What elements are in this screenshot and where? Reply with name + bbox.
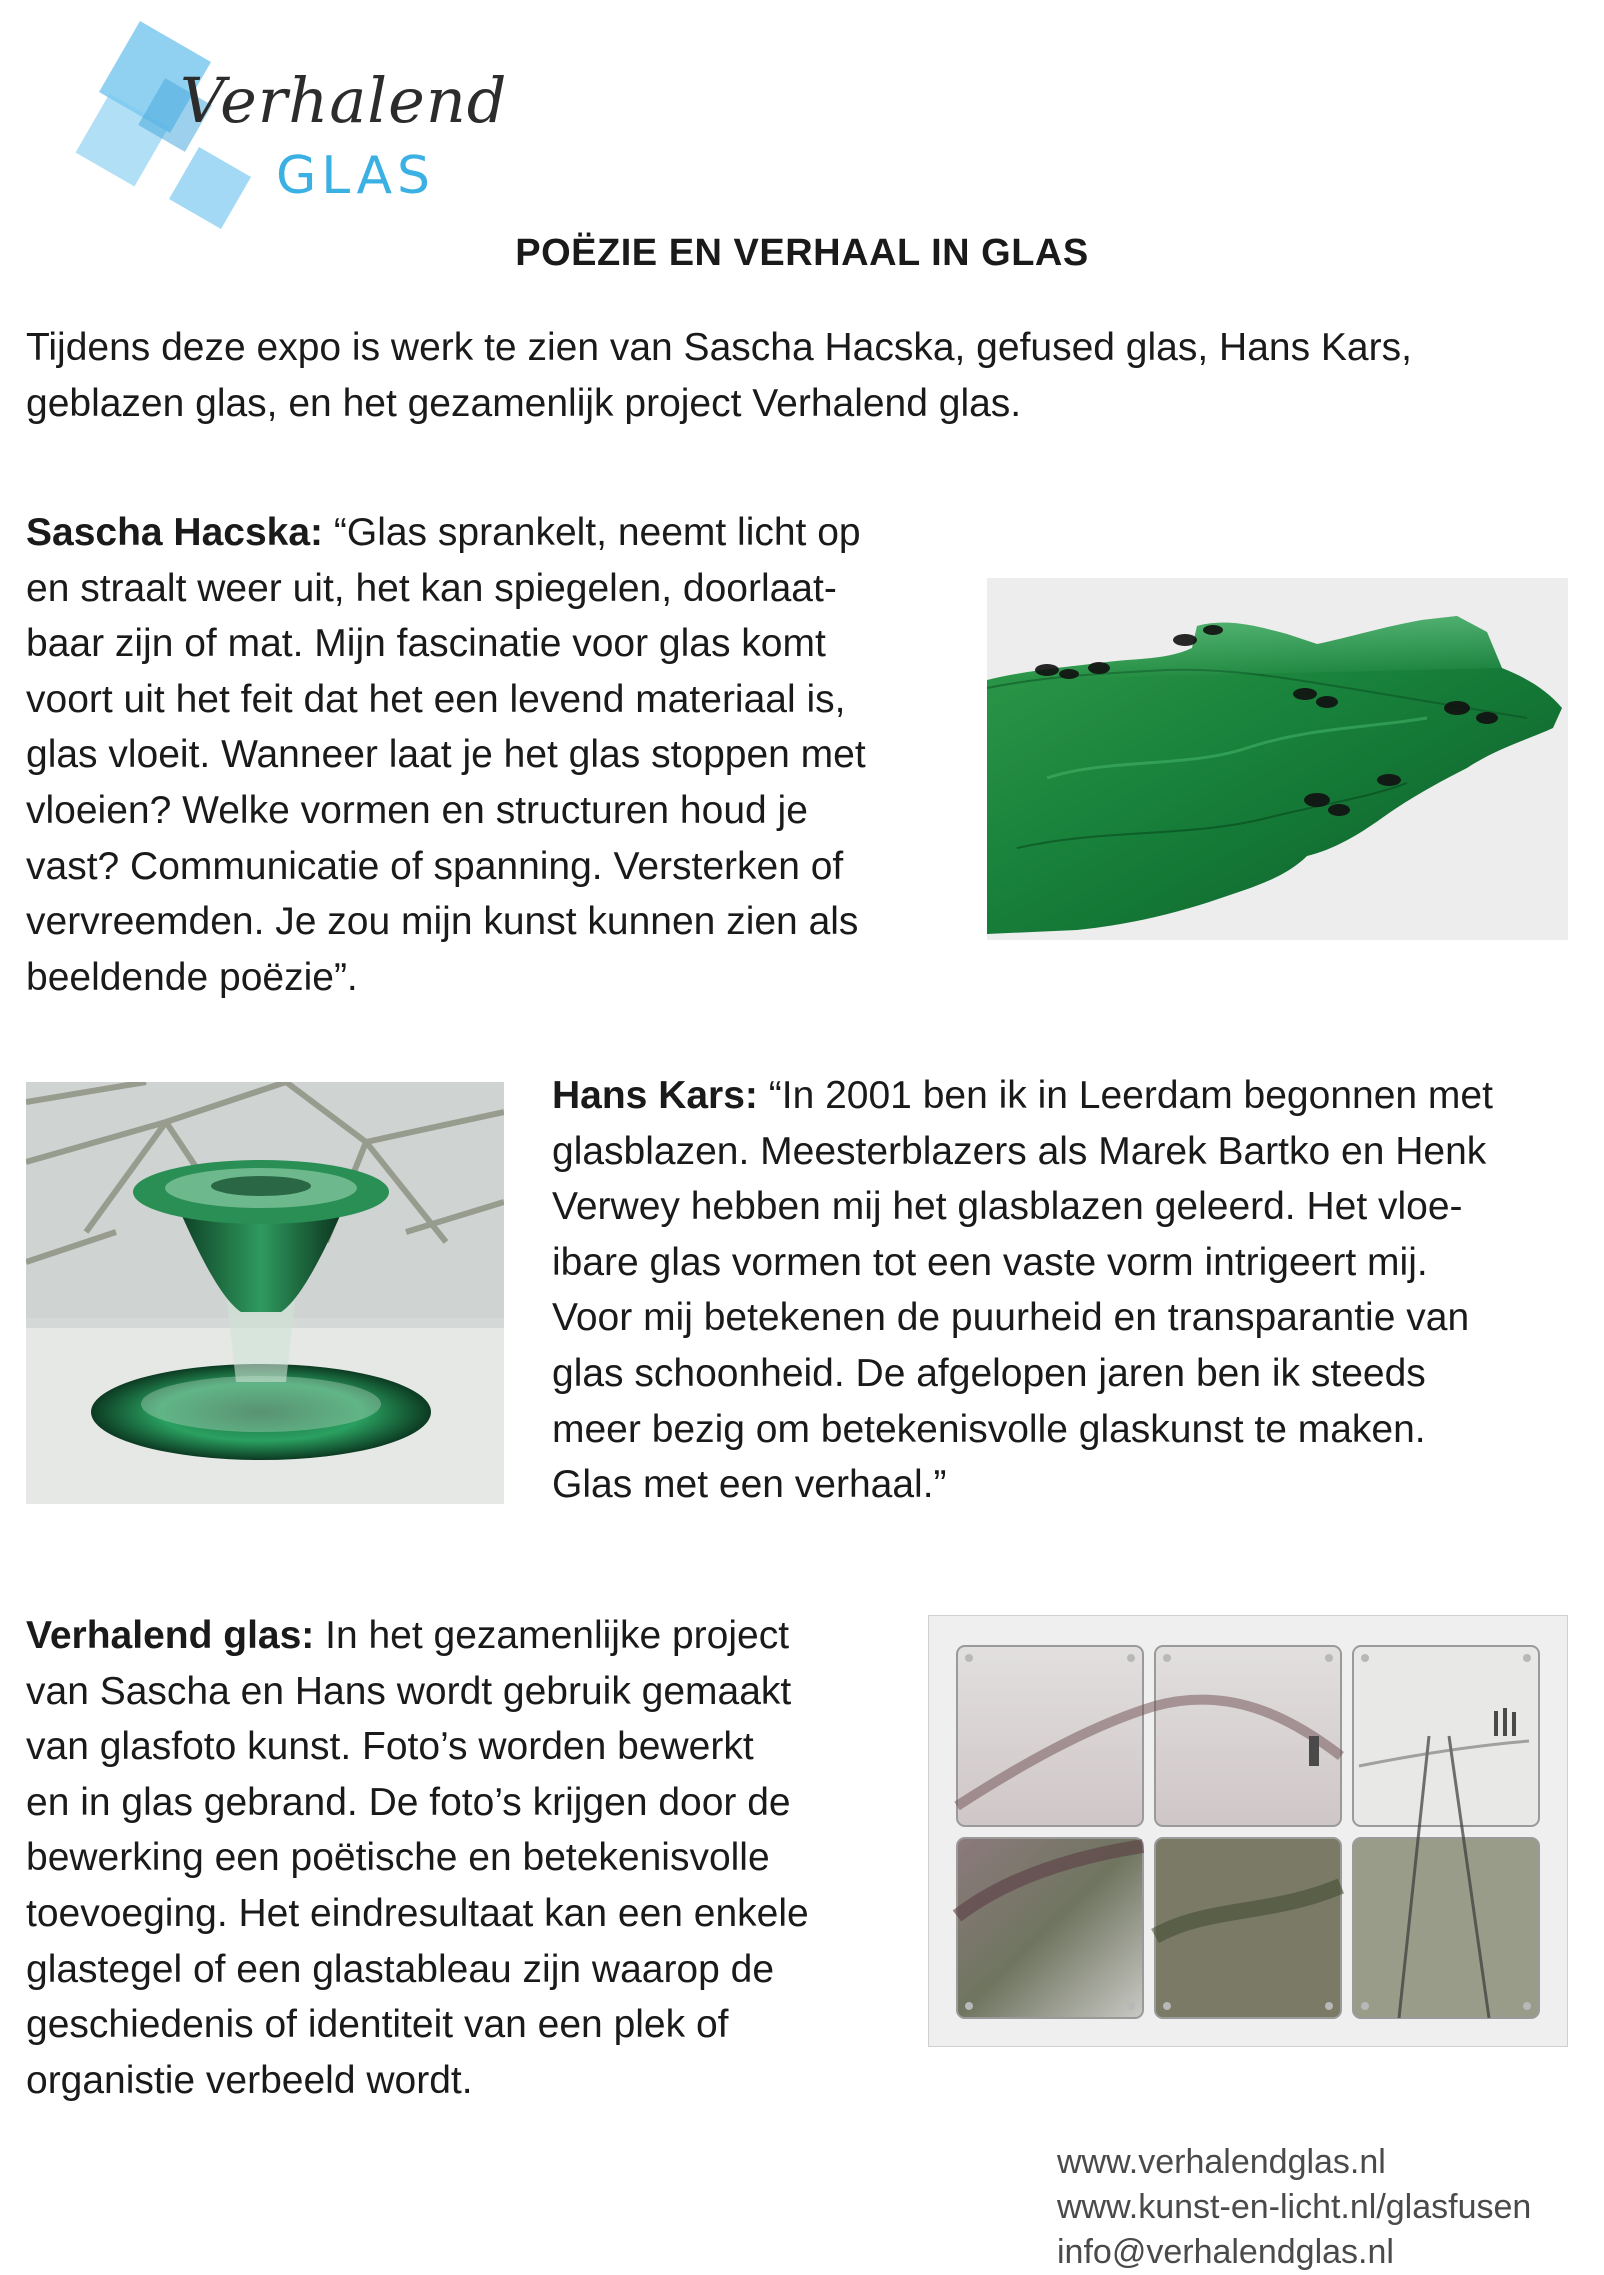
sascha-line: voort uit het feit dat het een levend materiaal is,: [26, 677, 846, 721]
website2-link[interactable]: www.kunst-en-licht.nl/glasfusen: [1057, 2188, 1532, 2226]
verhalend-paragraph: [26, 1608, 906, 2108]
sascha-paragraph: [26, 505, 966, 1005]
glass-vase-photo: [26, 1082, 504, 1504]
hans-line: Glas met een verhaal.”: [552, 1463, 947, 1507]
logo-script-text: Verhalend: [180, 64, 508, 137]
verhalend-line: organistie verbeeld wordt.: [26, 2058, 473, 2102]
sascha-line: glas vloeit. Wanneer laat je het glas stoppen met: [26, 733, 866, 777]
verhalend-line: van Sascha en Hans wordt gebruik gemaakt: [26, 1669, 792, 1713]
hans-line: Voor mij betekenen de puurheid en transparantie van: [552, 1296, 1470, 1340]
verhalend-line: In het gezamenlijke project: [314, 1614, 790, 1657]
logo-square-bottom: [169, 147, 251, 229]
page-title: POËZIE EN VERHAAL IN GLAS: [515, 232, 1089, 274]
hans-line: Verwey hebben mij het glasblazen geleerd. Het vloe-: [552, 1185, 1463, 1229]
sascha-line: vervreemden. Je zou mijn kunst kunnen zien als: [26, 900, 859, 944]
verhalend-line: bewerking een poëtische en betekenisvolle: [26, 1836, 770, 1880]
intro-paragraph: [26, 320, 1566, 431]
verhalend-line: glastegel of een glastableau zijn waarop de: [26, 1947, 775, 1991]
contact-block: [1057, 2140, 1577, 2275]
verhalend-name: Verhalend glas:: [26, 1614, 315, 1657]
email-link[interactable]: info@verhalendglas.nl: [1057, 2233, 1394, 2271]
hans-name: Hans Kars:: [552, 1074, 758, 1117]
hans-line: ibare glas vormen tot een vaste vorm intrigeert mij.: [552, 1240, 1428, 1284]
logo-glas-text: GLAS: [276, 146, 436, 206]
hans-paragraph: [552, 1068, 1582, 1513]
glass-tiles-tableau-photo: [928, 1615, 1568, 2047]
hans-line: glas schoonheid. De afgelopen jaren ben ik steeds: [552, 1351, 1426, 1395]
sascha-line: beeldende poëzie”.: [26, 955, 358, 999]
sascha-name: Sascha Hacska:: [26, 511, 324, 554]
sascha-first-line: [26, 505, 966, 561]
verhalend-line: en in glas gebrand. De foto’s krijgen door de: [26, 1780, 791, 1824]
intro-line: geblazen glas, en het gezamenlijk project Verhalend glas.: [26, 381, 1022, 425]
intro-line: Tijdens deze expo is werk te zien van Sascha Hacska, gefused glas, Hans Kars,: [26, 326, 1412, 369]
sascha-line: vloeien? Welke vormen en structuren houd je: [26, 788, 808, 832]
sascha-line: vast? Communicatie of spanning. Versterken of: [26, 844, 844, 888]
verhalend-first-line: [26, 1608, 906, 1664]
hans-first-line: [552, 1068, 1582, 1124]
verhalend-line: geschiedenis of identiteit van een plek of: [26, 2003, 729, 2047]
sascha-line: baar zijn of mat. Mijn fascinatie voor glas komt: [26, 622, 826, 666]
website-link[interactable]: www.verhalendglas.nl: [1057, 2143, 1386, 2181]
sascha-line: en straalt weer uit, het kan spiegelen, doorlaat-: [26, 566, 837, 610]
sascha-line: “Glas sprankelt, neemt licht op: [323, 511, 861, 554]
verhalend-line: toevoeging. Het eindresultaat kan een enkele: [26, 1891, 809, 1935]
verhalend-line: van glasfoto kunst. Foto’s worden bewerkt: [26, 1725, 754, 1769]
green-glass-plate-photo: [987, 578, 1568, 940]
hans-line: glasblazen. Meesterblazers als Marek Bartko en Henk: [552, 1129, 1487, 1173]
hans-line: meer bezig om betekenisvolle glaskunst te maken.: [552, 1407, 1426, 1451]
logo: [80, 28, 508, 238]
hans-line: “In 2001 ben ik in Leerdam begonnen met: [757, 1074, 1493, 1117]
